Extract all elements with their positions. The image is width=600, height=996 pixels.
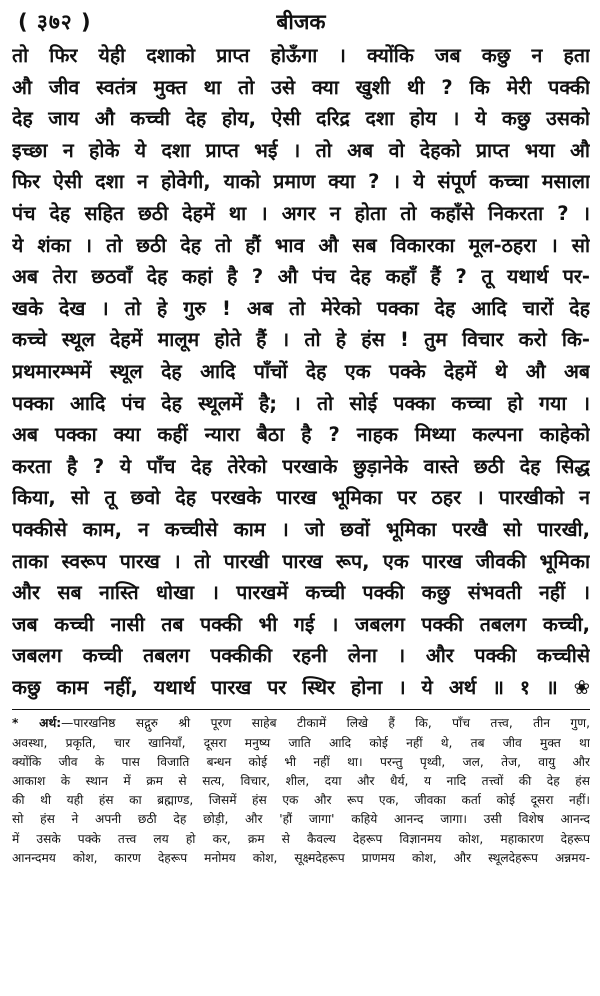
- footnote-block: [12, 714, 590, 868]
- text-line: इच्छा न होके ये दशा प्राप्त भई । तो अब वो देहको प्राप्त भया औ: [12, 138, 590, 162]
- text-line: करता है ? ये पाँच देह तेरेको परखाके छुड़ानेके वास्ते छठी देह सिद्ध: [12, 454, 590, 478]
- main-text-block: [12, 40, 590, 703]
- text-line: ये शंका । तो छठी देह तो हौं भाव औ सब विकारका मूल-ठहरा । सो: [12, 233, 590, 257]
- text-line: अब तेरा छठवाँ देह कहां है ? औ पंच देह कहाँ हैं ? तू यथार्थ पर-: [12, 265, 590, 289]
- text-line: किया, सो तू छवो देह परखके पारख भूमिका पर ठहर । पारखीको न: [12, 486, 590, 510]
- text-line: प्रथमारम्भमें स्थूल देह आदि पाँचों देह एक पक्के देहमें थे औ अब: [12, 359, 590, 383]
- footnote-line: क्योंकि जीव के पास विजाति बन्धन कोई भी नहीं था। परन्तु पृथ्वी, जल, तेज, वायु और: [12, 754, 590, 769]
- footnote-label: * अर्थ:: [12, 716, 62, 731]
- footnote-line: की थी यही हंस का ब्रह्माण्ड, जिसमें हंस एक और रूप एक, जीवका कर्ता कोई दूसरा नहीं।: [12, 793, 590, 808]
- text-line: पक्का आदि पंच देह स्थूलमें है; । तो सोई पक्का कच्चा हो गया ।: [12, 391, 590, 415]
- footnote-line: आनन्दमय कोश, कारण देहरूप मनोमय कोश, सूक्ष्मदेहरूप प्राणमय कोश, और स्थूलदेहरूप अन्नमय-: [12, 850, 590, 865]
- footnote-line: में उसके पक्के तत्त्व लय हो कर, क्रम से कैवल्य देहरूप विज्ञानमय कोश, महाकारण देहरूप: [12, 831, 590, 846]
- text-line: जब कच्ची नासी तब पक्की भी गई । जबलग पक्की तबलग कच्ची,: [12, 612, 590, 636]
- text-line: खके देख । तो हे गुरु ! अब तो मेरेको पक्का देह आदि चारों देह: [12, 296, 590, 320]
- text-line: पंच देह सहित छठी देहमें था । अगर न होता तो कहाँसे निकरता ? ।: [12, 201, 590, 225]
- text-line: जबलग कच्ची तबलग पक्कीकी रहनी लेना । और पक्की कच्चीसे: [12, 644, 590, 668]
- text-line: और सब नास्ति धोखा । पारखमें कच्ची पक्की कछु संभवती नहीं ।: [12, 581, 590, 605]
- running-title: बीजक: [276, 10, 326, 34]
- footnote-line: सो हंस ने अपनी छठी देह छोड़ी, और 'हौं जागा' कहिये आनन्द जागा। उसी विशेष आनन्द: [12, 812, 590, 827]
- page-header: [12, 6, 590, 40]
- text-line: औ जीव स्वतंत्र मुक्त था तो उसे क्या खुशी थी ? कि मेरी पक्की: [12, 75, 590, 99]
- text-line: कछु काम नहीं, यथार्थ पारख पर स्थिर होना । ये अर्थ ॥ १ ॥ ❀: [12, 675, 590, 699]
- footnote-first-line-text: —पारखनिष्ठ सद्गुरु श्री पूरण साहेब टीकामें लिखे हैं कि, पाँच तत्त्व, तीन गुण,: [61, 716, 590, 731]
- text-line: कच्चे स्थूल देहमें मालूम होते हैं । तो हे हंस ! तुम विचार करो कि-: [12, 328, 590, 352]
- text-line: ताका स्वरूप पारख । तो पारखी पारख रूप, एक पारख जीवकी भूमिका: [12, 549, 590, 573]
- text-line: देह जाय औ कच्ची देह होय, ऐसी दरिद्र दशा होय । ये कछु उसको: [12, 107, 590, 131]
- text-line: तो फिर येही दशाको प्राप्त होऊँगा । क्योंकि जब कछु न हता: [12, 44, 590, 67]
- page-number: ( ३७२ ): [18, 10, 92, 34]
- text-line: अब पक्का क्या कहीं न्यारा बैठा है ? नाहक मिथ्या कल्पना काहेको: [12, 423, 590, 447]
- footnote-line: [12, 714, 590, 733]
- text-line: पक्कीसे काम, न कच्चीसे काम । जो छवों भूमिका परखै सो पारखी,: [12, 517, 590, 541]
- footnote-line: अवस्था, प्रकृति, चार खानियाँ, दूसरा मनुष्य जाति आदि कोई नहीं थे, तब जीव मुक्त था: [12, 735, 590, 750]
- footnote-divider: [12, 709, 590, 710]
- footnote-line: आकाश के स्थान में क्रम से सत्य, विचार, शील, दया और धैर्य, य नादि तत्त्वों की देह हंस: [12, 774, 590, 789]
- text-line: फिर ऐसी दशा न होवेगी, याको प्रमाण क्या ? । ये संपूर्ण कच्चा मसाला: [12, 170, 590, 194]
